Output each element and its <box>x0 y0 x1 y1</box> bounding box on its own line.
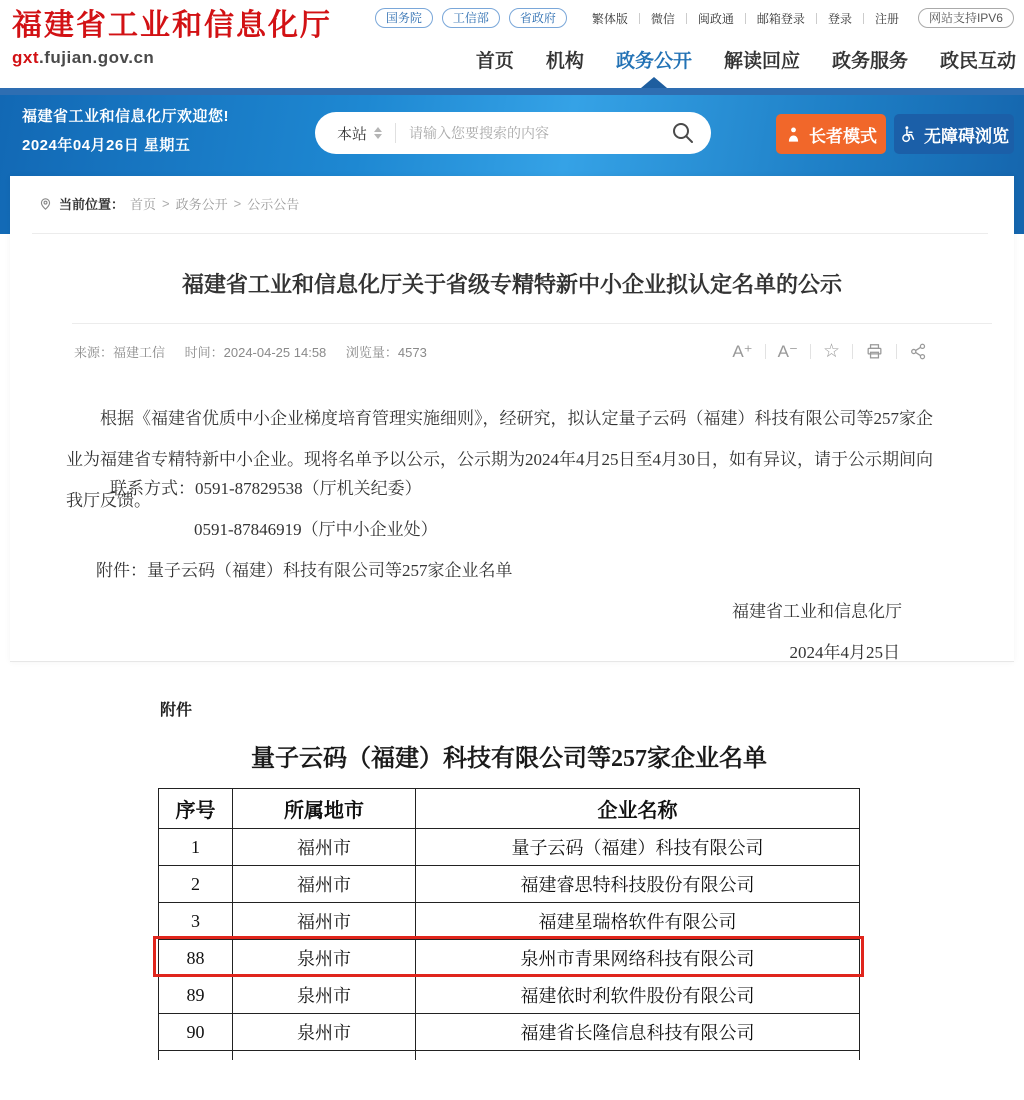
cell-no: 3 <box>159 903 233 940</box>
cell-city: 福州市 <box>233 903 416 940</box>
link-traditional[interactable]: 繁体版 <box>591 11 628 26</box>
breadcrumb-home[interactable]: 首页 <box>130 197 157 212</box>
banner-welcome-text: 福建省工业和信息化厅欢迎您! <box>22 108 229 125</box>
cell-name: 福建省长隆信息科技有限公司 <box>416 1014 860 1051</box>
cell-name: 福建星瑞格软件有限公司 <box>416 903 860 940</box>
elder-mode-label: 长者模式 <box>809 126 877 146</box>
ipv6-badge: 网站支持IPV6 <box>918 8 1014 28</box>
content-card <box>10 176 1014 662</box>
scope-caret-icon <box>374 127 382 139</box>
table-row <box>159 866 860 903</box>
article-paragraph: 根据《福建省优质中小企业梯度培育管理实施细则》，经研究，拟认定量子云码（福建）科技有限公司等257家企业为福建省专精特新中小企业。现将名单予以公示，公示期为2024年4月25日至4月30日，如有异议，请于公示期间向我厅反馈。 <box>66 409 933 510</box>
accessibility-label: 无障碍浏览 <box>924 126 1009 146</box>
wheelchair-icon <box>899 125 917 143</box>
share-icon[interactable] <box>909 342 928 361</box>
nav-gov-open[interactable]: 政务公开 <box>615 51 692 72</box>
cell-no: 2 <box>159 866 233 903</box>
link-miit[interactable]: 工信部 <box>442 8 500 28</box>
nav-home[interactable]: 首页 <box>475 51 514 72</box>
nav-interpret[interactable]: 解读回应 <box>723 51 800 72</box>
site-url-prefix: gxt <box>12 48 39 67</box>
divider <box>863 13 864 24</box>
table-row <box>159 829 860 866</box>
divider <box>639 13 640 24</box>
article-tools <box>732 340 928 363</box>
table-row-partial <box>159 1051 860 1061</box>
cell-no: 90 <box>159 1014 233 1051</box>
attachment-line[interactable]: 附件：量子云码（福建）科技有限公司等257家企业名单 <box>96 561 513 580</box>
divider <box>765 344 766 359</box>
cell-city: 福州市 <box>233 866 416 903</box>
table-row <box>159 977 860 1014</box>
link-state-council[interactable]: 国务院 <box>375 8 433 28</box>
table-row <box>159 1014 860 1051</box>
divider <box>72 323 992 324</box>
contact-line-1: 联系方式：0591-87829538（厅机关纪委） <box>110 479 422 498</box>
table-header-row <box>159 789 860 829</box>
search-scope-select[interactable] <box>337 123 382 144</box>
cell-name: 泉州市青果网络科技有限公司 <box>416 940 860 977</box>
accessibility-button[interactable] <box>894 114 1014 154</box>
cell-name: 福建睿思特科技股份有限公司 <box>416 866 860 903</box>
print-icon[interactable] <box>865 342 884 361</box>
article-views: 浏览量：4573 <box>345 345 427 360</box>
divider <box>852 344 853 359</box>
search-icon[interactable] <box>671 121 695 145</box>
cell-city: 泉州市 <box>233 940 416 977</box>
article-time: 时间：2024-04-25 14:58 <box>184 345 327 360</box>
search-bar <box>315 112 711 154</box>
banner-top-strip <box>0 88 1024 95</box>
breadcrumb-separator: > <box>162 196 170 211</box>
nav-service[interactable]: 政务服务 <box>831 51 908 72</box>
site-logo-url <box>12 48 332 68</box>
breadcrumb-gov-open[interactable]: 政务公开 <box>175 197 228 212</box>
site-logo-title: 福建省工业和信息化厅 <box>12 9 332 42</box>
main-nav <box>476 46 1016 73</box>
article-source: 来源：福建工信 <box>74 345 166 360</box>
article-title: 福建省工业和信息化厅关于省级专精特新中小企业拟认定名单的公示 <box>181 272 842 297</box>
divider <box>810 344 811 359</box>
attachment-table-title: 量子云码（福建）科技有限公司等257家企业名单 <box>251 746 767 772</box>
site-header <box>0 0 1024 88</box>
cell-no: 1 <box>159 829 233 866</box>
nav-org[interactable]: 机构 <box>545 51 584 72</box>
cell-name: 量子云码（福建）科技有限公司 <box>416 829 860 866</box>
cell-name: 福建依时利软件股份有限公司 <box>416 977 860 1014</box>
font-decrease-button[interactable]: A⁻ <box>777 341 798 361</box>
cell-no: 89 <box>159 977 233 1014</box>
nav-interact[interactable]: 政民互动 <box>939 51 1016 72</box>
favorite-star-icon[interactable]: ☆ <box>822 341 840 362</box>
breadcrumb <box>38 194 299 213</box>
active-nav-pointer <box>641 77 667 88</box>
header-name: 企业名称 <box>416 789 860 829</box>
table-row <box>159 903 860 940</box>
breadcrumb-announcements[interactable]: 公示公告 <box>247 197 300 212</box>
link-register[interactable]: 注册 <box>874 11 899 26</box>
article-meta-left <box>74 342 443 361</box>
elder-mode-button[interactable] <box>776 114 886 154</box>
divider <box>686 13 687 24</box>
company-table <box>158 788 860 1060</box>
header-city: 所属地市 <box>233 789 416 829</box>
location-pin-icon <box>38 196 53 211</box>
divider <box>896 344 897 359</box>
divider <box>32 233 988 234</box>
link-minzhengtong[interactable]: 闽政通 <box>697 11 734 26</box>
divider <box>745 13 746 24</box>
header-no: 序号 <box>159 789 233 829</box>
cell-city: 泉州市 <box>233 977 416 1014</box>
link-wechat[interactable]: 微信 <box>650 11 675 26</box>
article-meta <box>74 340 928 363</box>
link-mail-login[interactable]: 邮箱登录 <box>756 11 805 26</box>
elder-person-icon <box>785 126 802 143</box>
breadcrumb-separator: > <box>233 196 242 211</box>
search-input[interactable] <box>409 125 671 141</box>
divider <box>395 123 396 143</box>
search-scope-label: 本站 <box>337 125 368 143</box>
cell-city: 泉州市 <box>233 1014 416 1051</box>
breadcrumb-label: 当前位置： <box>59 197 125 212</box>
top-utility-bar <box>375 8 1014 28</box>
site-logo[interactable] <box>12 6 332 68</box>
link-provincial-gov[interactable]: 省政府 <box>509 8 567 28</box>
divider <box>816 13 817 24</box>
contact-line-2: 0591-87846919（厅中小企业处） <box>194 520 438 539</box>
banner-date-text: 2024年04月26日 星期五 <box>22 137 191 154</box>
link-login[interactable]: 登录 <box>827 11 852 26</box>
cell-city: 福州市 <box>233 829 416 866</box>
site-url-suffix: .fujian.gov.cn <box>39 48 155 67</box>
signature-org: 福建省工业和信息化厅 <box>732 602 902 621</box>
cell-no: 88 <box>159 940 233 977</box>
font-increase-button[interactable]: A⁺ <box>732 341 753 361</box>
signature-date: 2024年4月25日 <box>789 643 900 662</box>
table-row-highlighted <box>159 940 860 977</box>
attachment-section-label: 附件 <box>160 702 193 719</box>
